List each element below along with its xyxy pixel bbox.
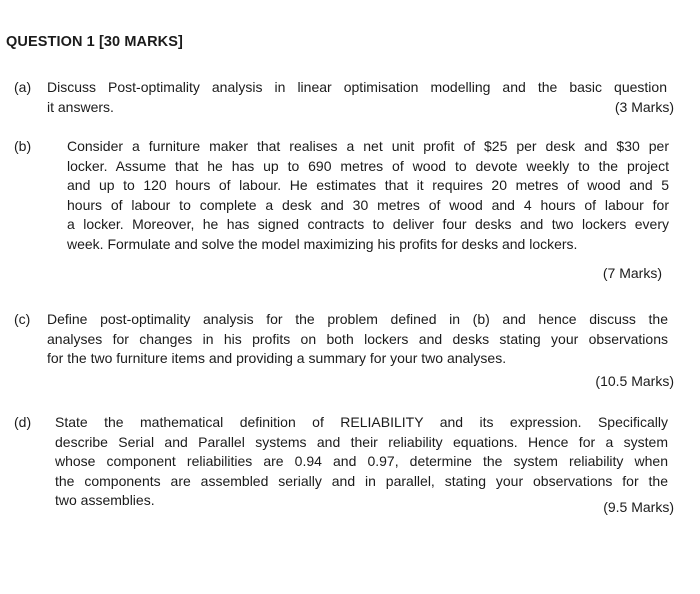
question-d-line: two assemblies. <box>55 492 155 509</box>
question-d-text <box>55 413 668 511</box>
question-b-marks: (7 Marks) <box>602 265 662 281</box>
question-d-line: State the mathematical definition of RELIABILITY and its expression. Specifically <box>55 414 668 430</box>
question-c-text <box>47 310 668 369</box>
question-d-marks: (9.5 Marks) <box>603 499 674 515</box>
question-c-marks: (10.5 Marks) <box>595 373 674 389</box>
question-b-text <box>67 137 669 255</box>
question-c-line: Define post-optimality analysis for the problem defined in (b) and hence discuss the <box>47 311 668 327</box>
question-b-line: and up to 120 hours of labour. He estimates that it requires 20 metres of wood and 5 <box>67 177 669 194</box>
question-c-line: for the two furniture items and providing a summary for your two analyses. <box>47 350 507 367</box>
question-c <box>14 310 674 390</box>
question-c-label: (c) <box>14 311 31 327</box>
question-d <box>14 413 674 523</box>
question-b-line: hours of labour to complete a desk and 30 metres of wood and 4 hours of labour for <box>67 196 669 213</box>
question-b-line: week. Formulate and solve the model maximizing his profits for desks and lockers. <box>67 235 578 252</box>
question-c-line: analyses for changes in his profits on both lockers and desks stating your observations <box>47 330 668 347</box>
question-d-label: (d) <box>14 414 32 430</box>
question-a-marks: (3 Marks) <box>614 98 674 115</box>
question-heading: QUESTION 1 [30 MARKS] <box>6 34 183 50</box>
question-d-line: whose component reliabilities are 0.94 and 0.97, determine the system reliability when <box>55 453 668 470</box>
question-a-text <box>47 78 667 117</box>
question-a <box>14 78 674 118</box>
question-b-line: Consider a furniture maker that realises a net unit profit of $25 per desk and $30 per <box>67 138 669 154</box>
question-d-line: the components are assembled serially and in parallel, stating your observations for the <box>55 472 668 489</box>
question-b-line: a locker. Moreover, he has signed contracts to deliver four desks and two lockers every <box>67 216 669 233</box>
question-a-line: it answers. <box>47 98 114 115</box>
question-a-line: Discuss Post-optimality analysis in linear optimisation modelling and the basic question <box>47 79 667 95</box>
question-b-label: (b) <box>14 138 32 154</box>
question-b <box>14 137 674 287</box>
question-b-line: locker. Assume that he has up to 690 metres of wood to devote weekly to the project <box>67 157 669 174</box>
question-d-line: describe Serial and Parallel systems and their reliability equations. Hence for a system <box>55 433 668 450</box>
question-a-label: (a) <box>14 79 32 95</box>
